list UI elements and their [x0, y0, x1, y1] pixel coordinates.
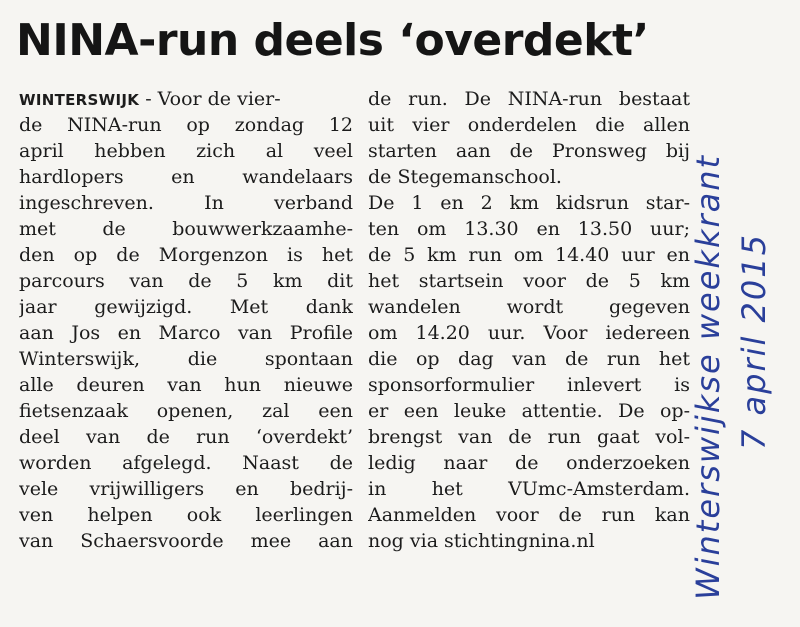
article-column-left — [19, 86, 353, 554]
article-line: Winterswijk, die spontaan — [19, 348, 353, 370]
article-line-text: - Voor de vier- — [139, 88, 281, 110]
article-line: de Stegemanschool. — [368, 166, 562, 188]
article-line: aan Jos en Marco van Profile — [19, 322, 353, 344]
article-line: ven helpen ook leerlingen — [19, 504, 353, 526]
article-line: worden afgelegd. Naast de — [19, 452, 353, 474]
article-line: ten om 13.30 en 13.50 uur; — [368, 218, 690, 240]
article-line: het startsein voor de 5 km — [368, 270, 690, 292]
article-line: met de bouwwerkzaamhe- — [19, 218, 353, 240]
article-line: er een leuke attentie. De op- — [368, 400, 690, 422]
article-line: ledig naar de onderzoeken — [368, 452, 690, 474]
article-line: vele vrijwilligers en bedrij- — [19, 478, 353, 500]
article-line: wandelen wordt gegeven — [368, 296, 690, 318]
article-line: de 5 km run om 14.40 uur en — [368, 244, 690, 266]
article-line: in het VUmc-Amsterdam. — [368, 478, 690, 500]
article-line: den op de Morgenzon is het — [19, 244, 353, 266]
article-line: alle deuren van hun nieuwe — [19, 374, 353, 396]
article-line: april hebben zich al veel — [19, 140, 353, 162]
article-line: Aanmelden voor de run kan — [368, 504, 690, 526]
article-line: jaar gewijzigd. Met dank — [19, 296, 353, 318]
article-column-right — [368, 86, 690, 554]
article-line: de NINA-run op zondag 12 — [19, 114, 353, 136]
dateline: WINTERSWIJK — [19, 91, 140, 109]
article-line: om 14.20 uur. Voor iedereen — [368, 322, 690, 344]
article-line — [19, 86, 353, 112]
article-line: fietsenzaak openen, zal een — [19, 400, 353, 422]
article-line: De 1 en 2 km kidsrun star- — [368, 192, 690, 214]
handwritten-date: 7 april 2015 — [735, 233, 773, 450]
article-line: parcours van de 5 km dit — [19, 270, 353, 292]
article-line: hardlopers en wandelaars — [19, 166, 353, 188]
article-line: de run. De NINA-run bestaat — [368, 88, 690, 110]
article-line: sponsorformulier inlevert is — [368, 374, 690, 396]
article-line: uit vier onderdelen die allen — [368, 114, 690, 136]
article-line: starten aan de Pronsweg bij — [368, 140, 690, 162]
article-line: deel van de run ‘overdekt’ — [19, 426, 353, 448]
article-line: die op dag van de run het — [368, 348, 690, 370]
article-line: ingeschreven. In verband — [19, 192, 353, 214]
handwritten-source: Winterswijkse weekkrant — [689, 153, 727, 600]
article-line: brengst van de run gaat vol- — [368, 426, 690, 448]
article-line: van Schaersvoorde mee aan — [19, 530, 353, 552]
handwritten-annotation — [685, 40, 777, 600]
article-line: nog via stichtingnina.nl — [368, 530, 595, 552]
headline: NINA-run deels ‘overdekt’ — [16, 15, 649, 66]
